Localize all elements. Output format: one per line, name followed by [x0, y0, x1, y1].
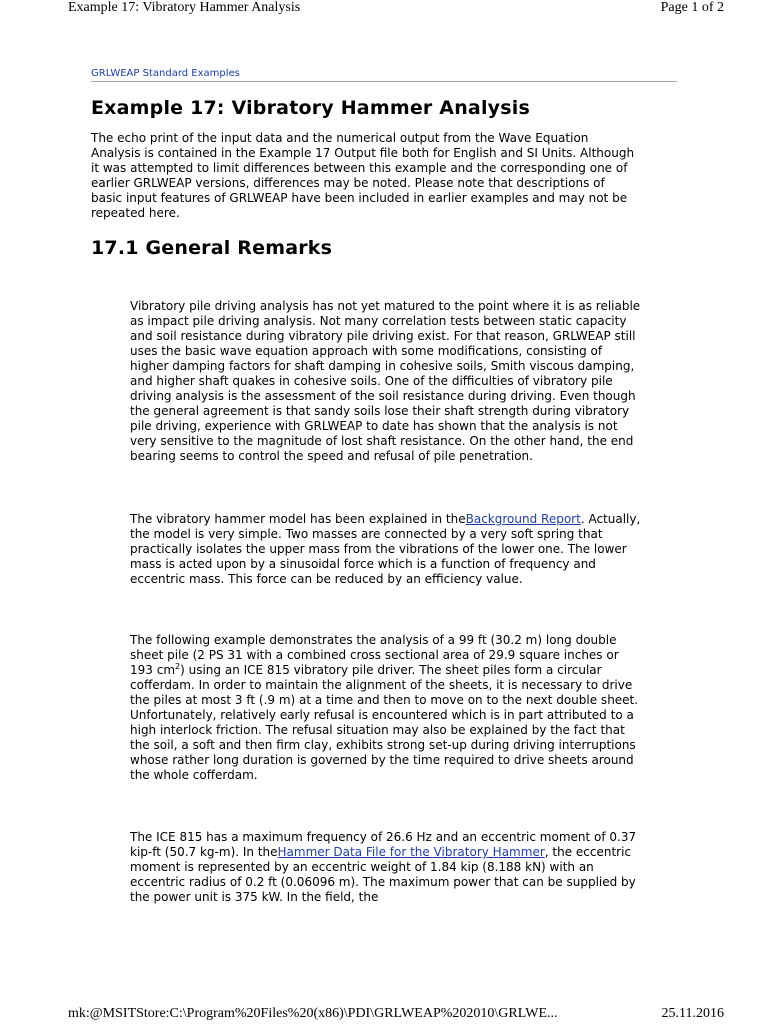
- section-title: 17.1 General Remarks: [91, 237, 333, 259]
- text-span: . Actually, the model is very simple. Two masses are connected by a very soft spring that practically isolates the upper mass from the vibrations of the lower one. The lower mass is acted upon by a sinusoidal force which is a function of frequency and eccentric mass. This force can be reduced by an efficiency value.: [130, 512, 641, 586]
- hammer-data-file-link[interactable]: Hammer Data File for the Vibratory Hammer: [277, 845, 545, 859]
- print-footer: [68, 1006, 724, 1026]
- page-title: Example 17: Vibratory Hammer Analysis: [91, 97, 530, 119]
- intro-paragraph: The echo print of the input data and the numerical output from the Wave Equation Analysis is contained in the Example 17 Output file both for English and SI Units. Although it was attempted to limit differences between this example and the corresponding one of earlier GRLWEAP versions, differences may be noted. Please note that descriptions of basic input features of GRLWEAP have been included in earlier examples and may not be repeated here.: [91, 131, 635, 220]
- footer-path: mk:@MSITStore:C:\Program%20Files%20(x86)\PDI\GRLWEAP%202010\GRLWE...: [68, 1006, 558, 1021]
- paragraph-example: [130, 633, 644, 783]
- background-report-link[interactable]: Background Report: [465, 512, 581, 526]
- paragraph-ice-815: [130, 830, 644, 905]
- print-header: [68, 0, 724, 20]
- page-number: Page 1 of 2: [660, 0, 724, 15]
- paragraph-hammer-model: [130, 512, 644, 587]
- paragraph-general-remarks: Vibratory pile driving analysis has not yet matured to the point where it is as reliable as impact pile driving analysis. Not many correlation tests between static capacity and soil resistance during vibratory pile driving exist. For that reason, GRLWEAP still uses the basic wave equation approach with some modifications, consisting of higher damping factors for shaft damping in cohesive soils, Smith viscous damping, and higher shaft quakes in cohesive soils. One of the difficulties of vibratory pile driving analysis is the assessment of the soil resistance during driving. Even though the general agreement is that sandy soils lose their shaft strength during vibratory pile driving, experience with GRLWEAP to date has shown that the analysis is not very sensitive to the magnitude of lost shaft resistance. On the other hand, the end bearing seems to control the speed and refusal of pile penetration.: [130, 299, 641, 463]
- header-title: Example 17: Vibratory Hammer Analysis: [68, 0, 301, 15]
- text-span: The vibratory hammer model has been explained in the: [130, 512, 466, 526]
- text-span: ) using an ICE 815 vibratory pile driver. The sheet piles form a circular cofferdam. In order to maintain the alignment of the sheets, it is necessary to drive the piles at most 3 ft (.9 m) at a time and then to move on to the next double sheet. Unfortunately, relatively early refusal is encountered which is in part attributed to a high interlock friction. The refusal situation may also be explained by the fact that the soil, a soft and then firm clay, exhibits strong set-up during driving interruptions whose rather long duration is governed by the time required to drive sheets around the whole cofferdam.: [130, 663, 639, 782]
- text-span: The ICE 815 has a maximum frequency of 26.6 Hz and an eccentric moment of 0.37 kip-ft (50.7 kg-m). In the: [130, 830, 637, 859]
- footer-date: 25.11.2016: [661, 1006, 724, 1021]
- text-span: , the eccentric moment is represented by an eccentric weight of 1.84 kip (8.188 kN) with an eccentric radius of 0.2 ft (0.06096 m). The maximum power that can be supplied by the power unit is 375 kW. In the field, the: [130, 845, 636, 904]
- breadcrumb-link[interactable]: GRLWEAP Standard Examples: [91, 68, 240, 79]
- text-span: The following example demonstrates the analysis of a 99 ft (30.2 m) long double sheet pile (2 PS 31 with a combined cross sectional area of 29.9 square inches or 193 cm: [130, 633, 619, 677]
- superscript: 2: [175, 662, 181, 671]
- document-content: [91, 68, 677, 905]
- breadcrumb[interactable]: [91, 68, 677, 82]
